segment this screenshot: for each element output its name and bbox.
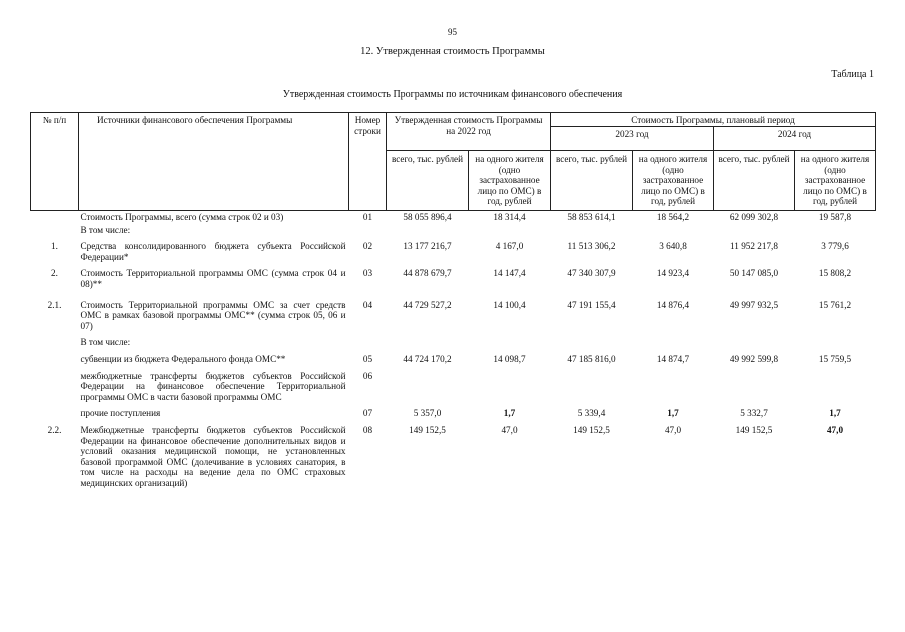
header-per-capita: на одного жителя (одно застрахованное лицо по ОМС) в год, рублей <box>469 151 551 211</box>
cell-per-capita: 18 314,4 <box>469 211 551 224</box>
row-number: 2.1. <box>47 299 62 310</box>
table-row <box>31 366 876 404</box>
cell-per-capita: 15 761,2 <box>818 299 852 310</box>
table-row <box>31 420 876 490</box>
cell-total: 149 152,5 <box>735 424 773 435</box>
row-code: 05 <box>362 353 373 364</box>
row-code: 06 <box>362 370 373 381</box>
header-sources: Источники финансового обеспечения Программы <box>79 113 349 211</box>
cell-per-capita: 14 874,7 <box>656 353 690 364</box>
cell-total: 49 997 932,5 <box>729 299 779 310</box>
cell-total: 49 992 599,8 <box>729 353 779 364</box>
table-row <box>31 263 876 290</box>
row-source-name: Стоимость Территориальной программы ОМС за счет средств ОМС в рамках базовой программы ОМС** (сумма строк 05, 06 и 07) <box>80 299 346 331</box>
cell-total <box>387 366 469 404</box>
header-total: всего, тыс. рублей <box>551 151 633 211</box>
cell-per-capita: 18 564,2 <box>633 211 714 224</box>
header-year-2023: 2023 год <box>551 127 714 151</box>
cell-per-capita <box>795 366 876 404</box>
cell-per-capita: 14 098,7 <box>493 353 526 364</box>
row-number <box>31 349 79 366</box>
table-row <box>31 236 876 263</box>
cell-total <box>714 332 795 349</box>
cell-total: 47 191 155,4 <box>567 299 616 310</box>
row-code: 02 <box>362 241 373 252</box>
header-total: всего, тыс. рублей <box>387 151 469 211</box>
row-number <box>31 332 79 349</box>
cell-total: 47 340 307,9 <box>567 268 616 279</box>
row-source-name: Стоимость Территориальной программы ОМС (сумма строк 04 и 08)** <box>80 268 346 289</box>
row-code: 08 <box>362 424 373 435</box>
row-number <box>31 403 79 420</box>
table-header <box>31 113 876 211</box>
row-number <box>31 366 79 404</box>
header-total: всего, тыс. рублей <box>714 151 795 211</box>
cell-per-capita <box>633 366 714 404</box>
row-source-name: субвенции из бюджета Федерального фонда ОМС** <box>80 353 286 364</box>
row-code: 01 <box>349 211 387 224</box>
cell-per-capita <box>469 332 551 349</box>
row-code <box>349 224 387 237</box>
row-number <box>31 224 79 237</box>
row-code <box>349 332 387 349</box>
cell-per-capita: 14 100,4 <box>493 299 526 310</box>
cell-total <box>387 332 469 349</box>
cell-total: 149 152,5 <box>409 424 446 435</box>
cell-total: 149 152,5 <box>573 424 610 435</box>
cell-total <box>714 366 795 404</box>
table-row <box>31 403 876 420</box>
table-row <box>31 224 876 237</box>
cell-total: 13 177 216,7 <box>403 241 452 252</box>
cell-per-capita: 14 876,4 <box>656 299 690 310</box>
row-code: 03 <box>362 268 373 279</box>
cell-per-capita: 19 587,8 <box>795 211 876 224</box>
cell-total <box>551 224 633 237</box>
header-row-number: Номер строки <box>349 113 387 211</box>
row-source-name: Межбюджетные трансферты бюджетов субъектов Российской Федерации на финансовое обеспечение дополнительных видов и условий оказания медицинской помощи, не установленных базовой программой ОМС (долечивание в условиях санатория, в том числе на расходы на ведение дела по ОМС страховых медицинских организаций) <box>80 424 346 488</box>
table-label: Таблица 1 <box>831 69 874 80</box>
cell-per-capita: 1,7 <box>829 408 841 419</box>
row-code: 07 <box>362 408 373 419</box>
cell-total: 11 513 306,2 <box>567 241 616 252</box>
row-number: 1. <box>51 241 58 252</box>
cell-total <box>387 224 469 237</box>
header-year-2024: 2024 год <box>714 127 876 151</box>
page-number: 95 <box>448 27 457 37</box>
cell-total: 50 147 085,0 <box>729 268 779 279</box>
cell-total: 62 099 302,8 <box>714 211 795 224</box>
header-planned-period: Стоимость Программы, плановый период <box>551 113 876 127</box>
row-source-name: межбюджетные трансферты бюджетов субъектов Российской Федерации на финансовое обеспечение Территориальной программы ОМС в части базовой программы ОМС <box>80 370 346 402</box>
cell-total <box>714 224 795 237</box>
cell-total: 5 357,0 <box>413 408 442 419</box>
row-source-name: В том числе: <box>80 337 131 348</box>
row-source-name: Стоимость Программы, всего (сумма строк 02 и 03) <box>79 211 349 224</box>
cell-per-capita: 47,0 <box>501 424 518 435</box>
cell-total: 11 952 217,8 <box>730 241 778 252</box>
cell-per-capita <box>795 224 876 237</box>
cell-total: 58 853 614,1 <box>551 211 633 224</box>
cell-per-capita: 15 808,2 <box>818 268 852 279</box>
row-source-name: Средства консолидированного бюджета субъекта Российской Федерации* <box>80 241 346 262</box>
section-title: 12. Утвержденная стоимость Программы <box>360 46 545 57</box>
table-body <box>31 211 876 490</box>
cell-total: 58 055 896,4 <box>387 211 469 224</box>
row-source-name: В том числе: <box>80 224 131 235</box>
cell-per-capita: 1,7 <box>667 408 679 419</box>
cell-per-capita: 1,7 <box>503 408 516 419</box>
cell-per-capita <box>633 224 714 237</box>
cell-per-capita <box>469 366 551 404</box>
table-row <box>31 291 876 333</box>
cell-per-capita: 14 923,4 <box>656 268 690 279</box>
header-per-capita: на одного жителя (одно застрахованное лицо по ОМС) в год, рублей <box>633 151 714 211</box>
cell-total: 44 878 679,7 <box>403 268 452 279</box>
cell-total <box>551 366 633 404</box>
cell-per-capita: 3 779,6 <box>821 241 849 252</box>
header-per-capita: на одного жителя (одно застрахованное лицо по ОМС) в год, рублей <box>795 151 876 211</box>
cell-per-capita: 47,0 <box>664 424 682 435</box>
row-number: 2. <box>51 268 58 279</box>
cell-per-capita <box>633 332 714 349</box>
row-number: 2.2. <box>47 424 62 435</box>
header-approved-2022: Утвержденная стоимость Программы на 2022 год <box>387 113 551 151</box>
cell-per-capita: 14 147,4 <box>493 268 526 279</box>
cell-total: 47 185 816,0 <box>567 353 616 364</box>
cell-per-capita: 47,0 <box>826 424 844 435</box>
cell-per-capita: 3 640,8 <box>659 241 687 252</box>
table-row <box>31 332 876 349</box>
cell-total: 5 339,4 <box>577 408 606 419</box>
cell-total: 5 332,7 <box>740 408 768 419</box>
cell-total <box>551 332 633 349</box>
cell-per-capita <box>795 332 876 349</box>
table-row <box>31 211 876 224</box>
header-num: № п/п <box>31 113 79 211</box>
table-row <box>31 349 876 366</box>
row-code: 04 <box>362 299 373 310</box>
cell-per-capita: 15 759,5 <box>818 353 852 364</box>
row-source-name: прочие поступления <box>80 408 161 419</box>
cell-total: 44 724 170,2 <box>403 353 452 364</box>
cell-per-capita: 4 167,0 <box>495 241 524 252</box>
cell-total: 44 729 527,2 <box>403 299 452 310</box>
row-number <box>31 211 79 224</box>
cell-per-capita <box>469 224 551 237</box>
table-caption: Утвержденная стоимость Программы по источникам финансового обеспечения <box>282 89 623 100</box>
cost-table <box>30 112 876 489</box>
